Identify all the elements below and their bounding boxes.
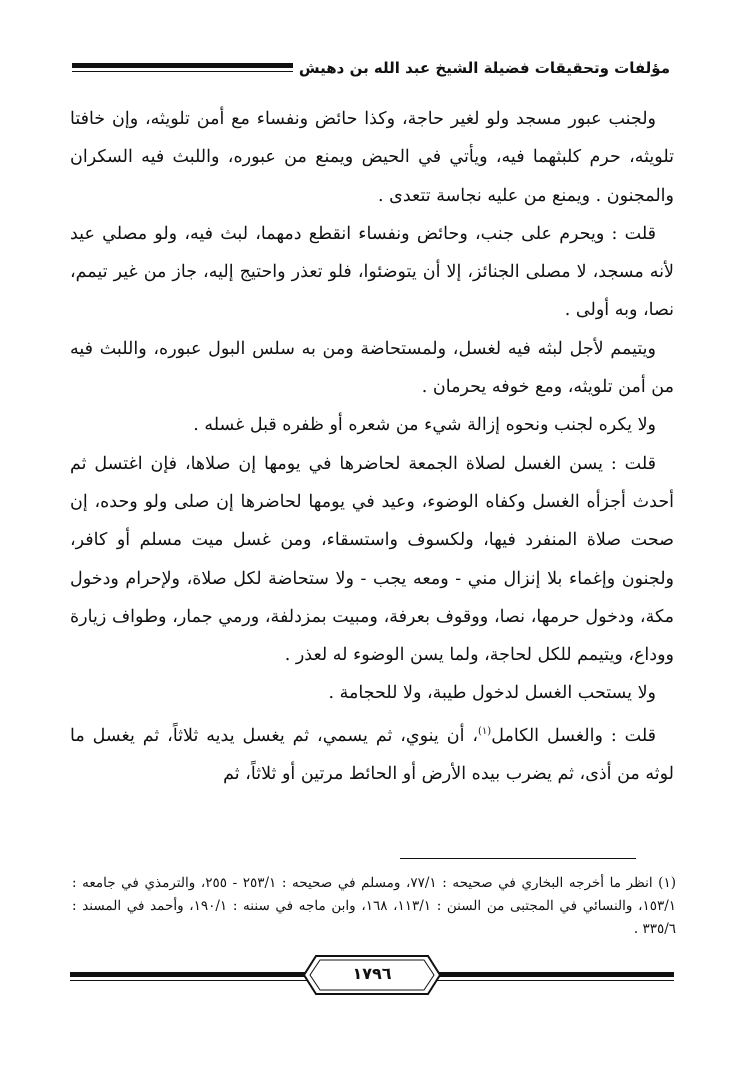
- paragraph: [70, 713, 674, 793]
- footnote-reference: (١): [478, 725, 492, 737]
- footnote-separator: [400, 858, 636, 859]
- header-title: مؤلفات وتحقيقات فضيلة الشيخ عبد الله بن دهيش: [293, 59, 670, 77]
- paragraph: ويتيمم لأجل لبثه فيه لغسل، ولمستحاضة ومن به سلس البول عبوره، واللبث فيه من أمن تلويثه، ومع خوفه يحرمان .: [70, 338, 674, 398]
- footnote: (١) انظر ما أخرجه البخاري في صحيحه : ٧٧/١، ومسلم في صحيحه : ٢٥٣/١ - ٢٥٥، والترمذي في جامعه : ١٥٣/١، والنسائي في المجتبى من السنن : ١١٣/١، ١٦٨، وابن ماجه في سننه : ١٩٠/١، وأحمد في المسند : ٣٣٥/٦ .: [72, 875, 676, 937]
- paragraph: قلت : يسن الغسل لصلاة الجمعة لحاضرها في يومها إن صلاها، فإن اغتسل ثم أحدث أجزأه الغسل وكفاه الوضوء، وعيد في يومها لحاضرها إن صلى ولو وحده، إن صحت صلاة المنفرد فيها، ولكسوف واستسقاء، ومن غسل ميت مسلم أو كافر، ولجنون وإغماء بلا إنزال مني - ومعه يجب - ولا ستحاضة لكل صلاة، ولإحرام ودخول مكة، ودخول حرمها، نصا، ووقوف بعرفة، ومبيت بمزدلفة، ورمي جمار، وطواف زيارة ووداع، ويتيمم للكل لحاجة، ولما يسن الوضوء له لعذر .: [70, 453, 674, 666]
- running-header: [72, 55, 670, 85]
- paragraph-text: ، أن ينوي، ثم يسمي، ثم يغسل يديه ثلاثاً، ثم يغسل ما لوثه من أذى، ثم يضرب بيده الأرض أو الحائط مرتين أو ثلاثاً، ثم: [70, 725, 674, 784]
- footnotes: [72, 872, 676, 941]
- page-number: ١٧٩٦: [352, 964, 392, 983]
- page-number-badge: [302, 952, 442, 998]
- paragraph: قلت : ويحرم على جنب، وحائض ونفساء انقطع دمهما، لبث فيه، ولو مصلي عيد لأنه مسجد، لا مصلى الجنائز، إلا أن يتوضئوا، فلو تعذر واحتيج إليه، جاز من غير تيمم، نصا، وبه أولى .: [70, 223, 674, 321]
- paragraph-text: قلت : والغسل الكامل: [491, 725, 656, 746]
- paragraph: ولجنب عبور مسجد ولو لغير حاجة، وكذا حائض ونفساء مع أمن تلويثه، وإن خافتا تلويثه، حرم كلبثهما فيه، ويأتي في الحيض ويمنع من عبوره، واللبث فيه السكران والمجنون . ويمنع من عليه نجاسة تتعدى .: [70, 109, 674, 206]
- paragraph: ولا يستحب الغسل لدخول طيبة، ولا للحجامة .: [328, 683, 656, 704]
- page-footer: [70, 952, 674, 1002]
- main-text: [70, 100, 674, 793]
- paragraph: ولا يكره لجنب ونحوه إزالة شيء من شعره أو ظفره قبل غسله .: [193, 415, 656, 436]
